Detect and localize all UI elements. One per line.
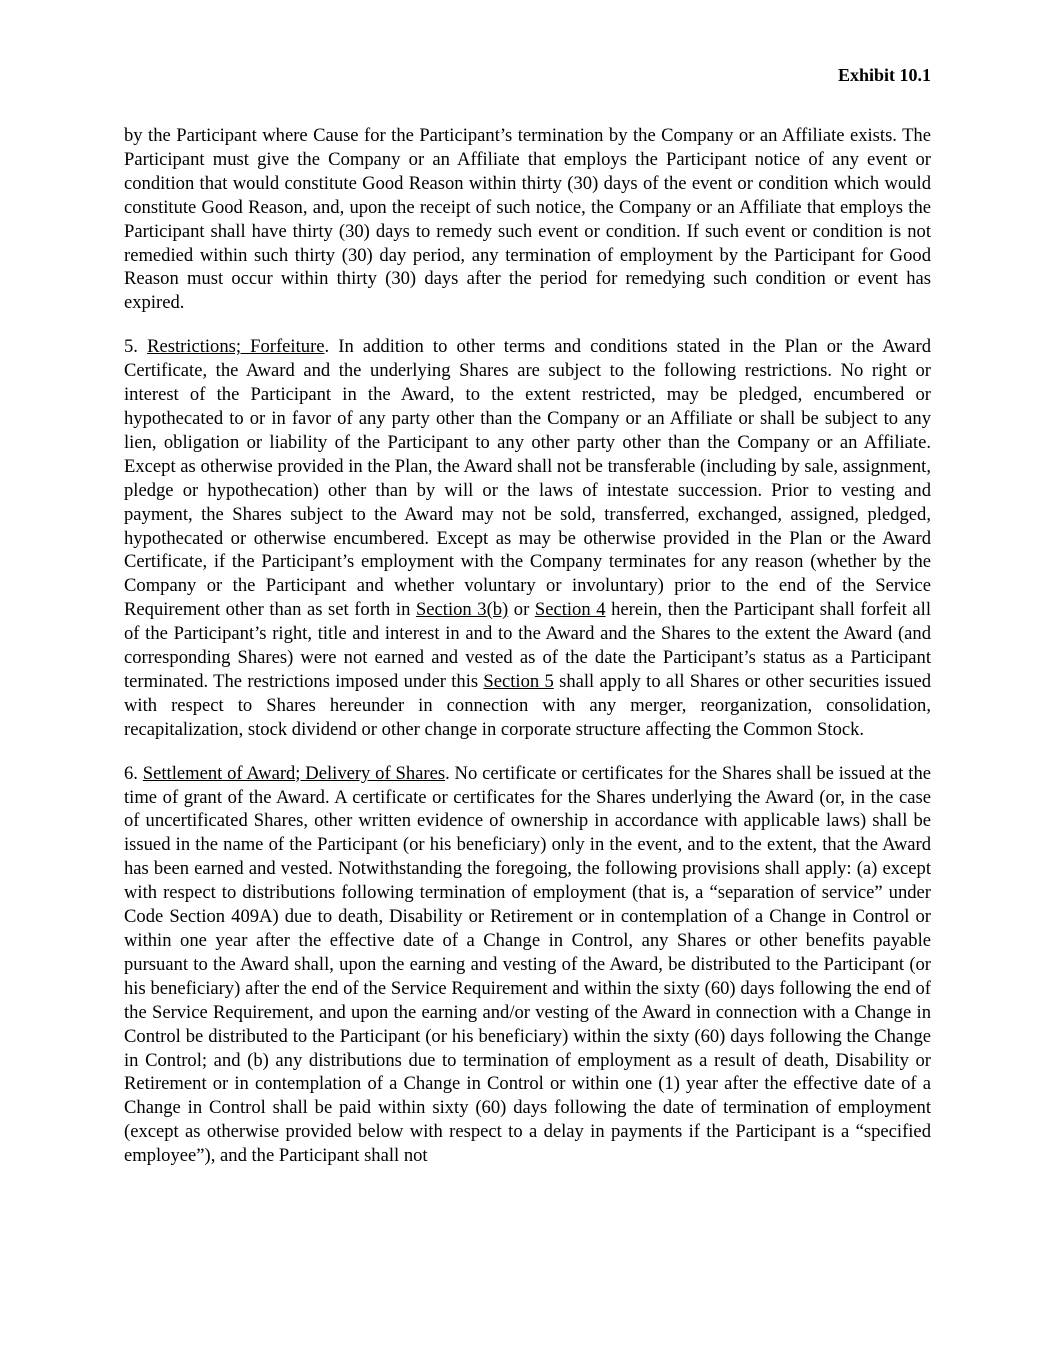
section-6-paragraph: [124, 762, 931, 1168]
section-5-text-a: . In addition to other terms and conditions stated in the Plan or the Award Certificate, the Award and the underlying Shares are subject to the following restrictions. No right or interest of the Participant in the Award, to the extent restricted, may be pledged, encumbered or hypothecated to or in favor of any party other than the Company or an Affiliate or shall be subject to any lien, obligation or liability of the Participant to any other party other than the Company or an Affiliate. Except as otherwise provided in the Plan, the Award shall not be transferable (including by sale, assignment, pledge or hypothecation) other than by will or the laws of intestate succession. Prior to vesting and payment, the Shares subject to the Award may not be sold, transferred, exchanged, assigned, pledged, hypothecated or otherwise encumbered. Except as may be otherwise provided in the Plan or the Award Certificate, if the Participant’s employment with the Company terminates for any reason (whether by the Company or the Participant and whether voluntary or involuntary) prior to the end of the Service Requirement other than as set forth in: [124, 336, 932, 621]
section-6-text: . No certificate or certificates for the Shares shall be issued at the time of grant of the Award. A certificate or certificates for the Shares underlying the Award (or, in the case of uncertificated Shares, other written evidence of ownership in accordance with applicable laws) shall be issued in the name of the Participant (or his beneficiary) only in the event, and to the extent, that the Award has been earned and vested. Notwithstanding the foregoing, the following provisions shall apply: (a) except with respect to distributions following termination of employment (that is, a “separation of service” under Code Section 409A) due to death, Disability or Retirement or in contemplation of a Change in Control or within one year after the effective date of a Change in Control, any Shares or other benefits payable pursuant to the Award shall, upon the earning and vesting of the Award, be distributed to the Participant (or his beneficiary) after the end of the Service Requirement and within the sixty (60) days following the end of the Service Requirement, and upon the earning and/or vesting of the Award in connection with a Change in Control be distributed to the Participant (or his beneficiary) within the sixty (60) days following the Change in Control; and (b) any distributions due to termination of employment as a result of death, Disability or Retirement or in contemplation of a Change in Control or within one (1) year after the effective date of a Change in Control shall be paid within sixty (60) days following the date of termination of employment (except as otherwise provided below with respect to a delay in payments if the Participant is a “specified employee”), and the Participant shall not: [124, 762, 931, 1167]
section-5-paragraph: [124, 335, 931, 741]
section-5-number: 5.: [124, 336, 148, 358]
paragraph-continuation: by the Participant where Cause for the Participant’s termination by the Company or an Affiliate exists. The Participant must give the Company or an Affiliate that employs the Participant notice of any event or condition that would constitute Good Reason within thirty (30) days of the event or condition which would constitute Good Reason, and, upon the receipt of such notice, the Company or an Affiliate that employs the Participant shall have thirty (30) days to remedy such event or condition. If such event or condition is not remedied within such thirty (30) day period, any termination of employment by the Participant for Good Reason must occur within thirty (30) days after the period for remedying such condition or event has expired.: [124, 125, 931, 314]
section-3b-reference: Section 3(b): [415, 599, 509, 621]
section-6-heading: Settlement of Award; Delivery of Shares: [142, 762, 446, 784]
section-5-text-d: shall apply to all Shares or other securities issued with respect to Shares hereunder in connection with any merger, reorganization, consolidation, recapitalization, stock dividend or other change in corporate structure affecting the Common Stock.: [124, 670, 932, 740]
exhibit-label: Exhibit 10.1: [837, 65, 931, 85]
section-5-text-b: or: [508, 599, 535, 621]
section-5-reference: Section 5: [483, 670, 554, 692]
section-5-text-c: herein, then the Participant shall forfeit all of the Participant’s right, title and interest in and to the Award and the Shares to the extent the Award (and corresponding Shares) were not earned and vested as of the date the Participant’s status as a Participant terminated. The restrictions imposed under this: [124, 599, 931, 692]
section-6-number: 6.: [124, 762, 143, 784]
document-body: [124, 124, 931, 1188]
section-5-heading: Restrictions; Forfeiture: [147, 336, 325, 358]
section-4-reference: Section 4: [534, 599, 606, 621]
